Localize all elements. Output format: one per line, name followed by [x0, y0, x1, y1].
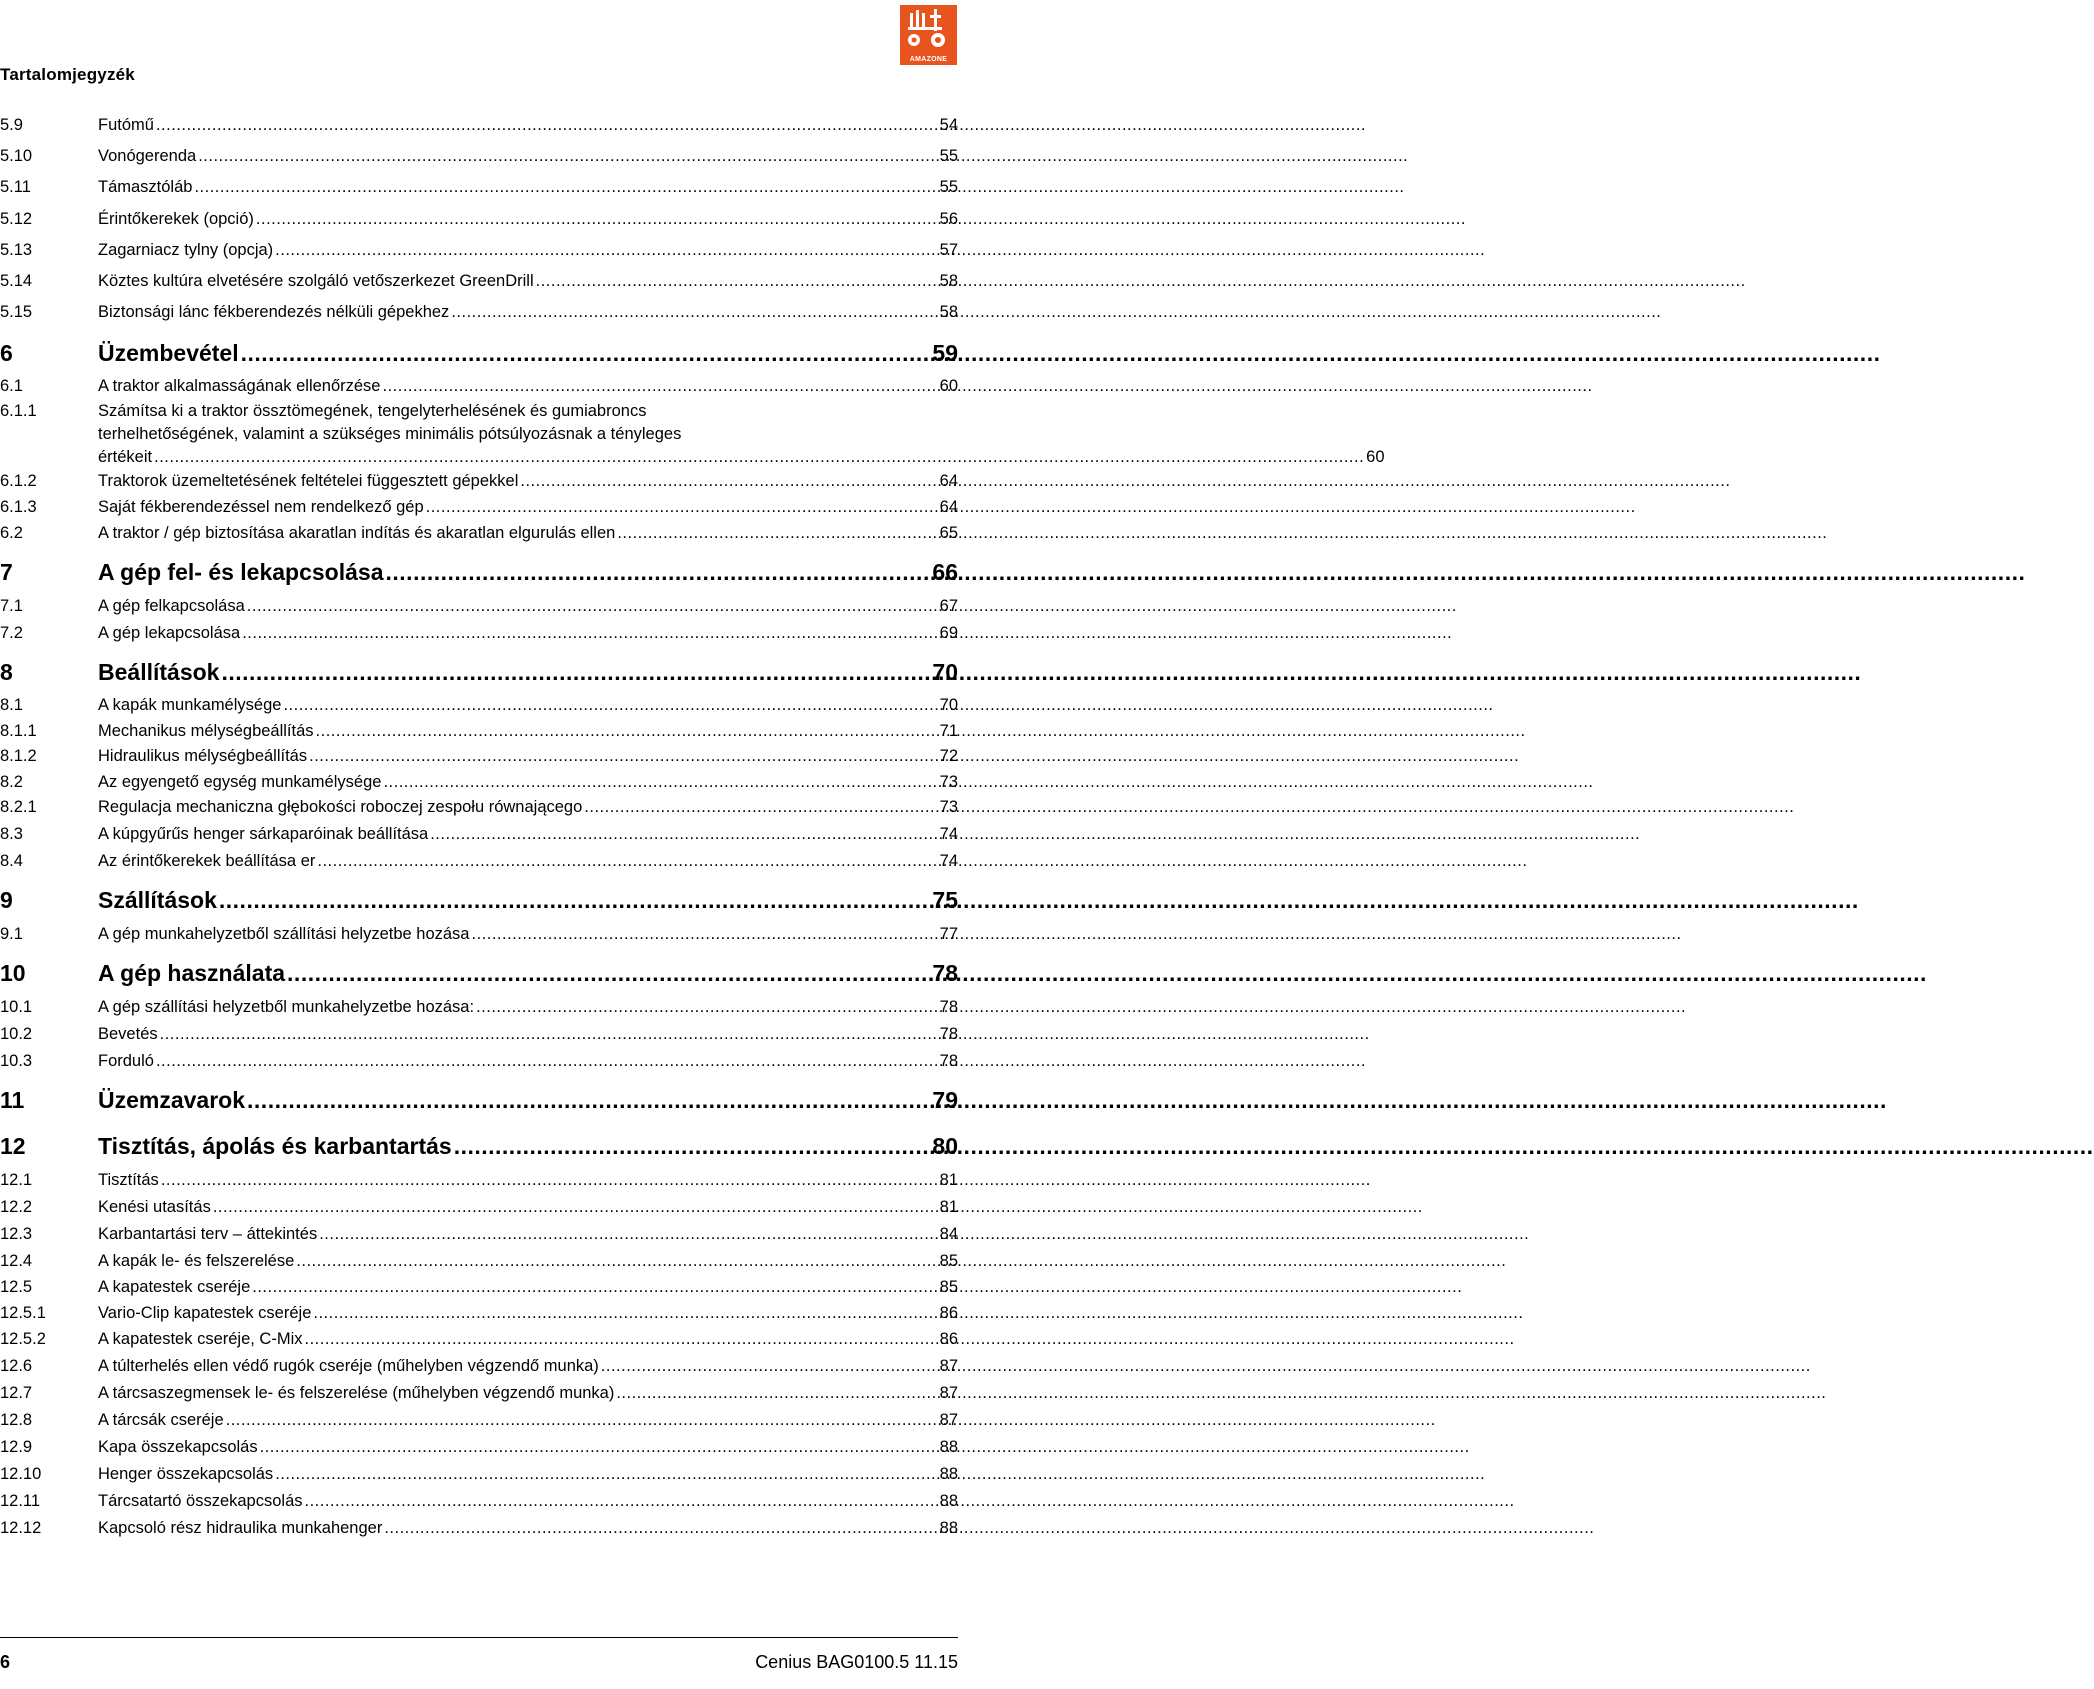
toc-entry-title: A gép felkapcsolása [98, 597, 245, 616]
toc-dot-leader [471, 921, 937, 948]
toc-entry-title: A kapatestek cseréje [98, 1278, 251, 1297]
toc-dot-leader [226, 1407, 938, 1434]
toc-entry-page: 87 [939, 1357, 958, 1376]
toc-entry-number: 8.1.1 [0, 721, 37, 740]
toc-entry-number: 5.14 [0, 271, 33, 290]
toc-dot-leader [384, 1515, 937, 1542]
toc-chapter-entry[interactable] [0, 551, 958, 593]
toc-dot-leader [536, 266, 938, 297]
toc-dot-leader [617, 520, 937, 547]
toc-entry[interactable] [0, 719, 958, 745]
toc-entry[interactable] [0, 1301, 958, 1327]
toc-entry-title: Saját fékberendezéssel nem rendelkező gép [98, 497, 424, 516]
toc-entry[interactable] [0, 744, 958, 770]
toc-entry-page: 58 [939, 303, 958, 322]
toc-entry[interactable] [0, 1326, 958, 1353]
toc-entry-title: Az egyengető egység munkamélysége [98, 772, 382, 791]
toc-entry[interactable] [0, 1407, 958, 1434]
toc-entry-page: 78 [932, 960, 958, 987]
toc-entry-page: 54 [939, 116, 958, 134]
toc-entry-page: 58 [939, 271, 958, 290]
toc-entry-number: 12 [0, 1133, 26, 1160]
page-title: Tartalomjegyzék [0, 65, 135, 84]
toc-entry-number: 12.1 [0, 1171, 33, 1190]
toc-dot-leader [309, 744, 938, 770]
toc-entry-number: 12.4 [0, 1252, 33, 1271]
toc-entry-number: 7.2 [0, 624, 23, 643]
toc-dot-leader [305, 1488, 938, 1515]
toc-entry-title: A túlterhelés ellen védő rugók cseréje (műhelyben végzendő munka) [98, 1357, 599, 1376]
toc-entry-title: Mechanikus mélységbeállítás [98, 721, 314, 740]
toc-entry[interactable] [0, 141, 958, 172]
toc-dot-leader [242, 620, 937, 647]
toc-dot-leader [430, 821, 937, 848]
toc-entry[interactable] [0, 1248, 958, 1275]
toc-entry[interactable] [0, 693, 958, 719]
toc-entry-page: 72 [939, 747, 958, 766]
toc-entry-number: 12.5.2 [0, 1330, 46, 1349]
logo-mark-icon [900, 5, 957, 53]
toc-entry-number: 9 [0, 887, 13, 914]
toc-entry[interactable] [0, 110, 958, 141]
toc-dot-leader [316, 719, 938, 745]
toc-entry-number: 12.5 [0, 1278, 33, 1297]
toc-entry[interactable] [0, 520, 958, 547]
toc-entry-title: A gép szállítási helyzetből munkahelyzetbe hozása: [98, 998, 475, 1017]
toc-entry[interactable] [0, 400, 1385, 469]
toc-entry-title: Az érintőkerekek beállítása er [98, 852, 316, 871]
toc-entry-title-line: terhelhetőségének, valamint a szükséges minimális pótsúlyozásnak a tényleges [98, 424, 682, 443]
toc-entry-title: Szállítások [98, 887, 217, 914]
toc-entry[interactable] [0, 620, 958, 647]
toc-dot-leader [305, 1326, 938, 1353]
toc-dot-leader [476, 994, 938, 1021]
toc-entry-page: 78 [939, 1025, 958, 1044]
toc-entry[interactable] [0, 1461, 958, 1488]
toc-entry-page: 57 [939, 240, 958, 259]
toc-entry-title: A kúpgyűrűs henger sárkaparóinak beállítása [98, 825, 429, 844]
toc-entry-page: 70 [932, 659, 958, 686]
toc-entry[interactable] [0, 469, 958, 495]
toc-entry-title: Kapa összekapcsolás [98, 1438, 258, 1457]
toc-entry-page: 67 [939, 597, 958, 616]
toc-entry-title: Futómű [98, 116, 154, 134]
toc-entry[interactable] [0, 1275, 958, 1301]
toc-entry-number: 10.2 [0, 1025, 33, 1044]
table-of-contents [0, 110, 1385, 1542]
toc-entry-page: 84 [939, 1225, 958, 1244]
toc-dot-leader [256, 204, 938, 235]
toc-dot-leader [252, 1275, 937, 1301]
toc-dot-leader [296, 1248, 937, 1275]
toc-entry-number: 8 [0, 659, 13, 686]
toc-entry-number: 5.13 [0, 240, 33, 259]
toc-entry-number: 8.3 [0, 825, 23, 844]
toc-entry-title: Tisztítás, ápolás és karbantartás [98, 1133, 452, 1160]
toc-entry-title: Üzembevétel [98, 340, 239, 367]
toc-entry-page: 60 [1366, 447, 1385, 466]
toc-dot-leader [247, 593, 938, 620]
toc-entry-number: 6.1.1 [0, 401, 37, 420]
toc-entry[interactable] [0, 848, 958, 875]
toc-entry-number: 8.1 [0, 696, 23, 715]
toc-dot-leader [616, 1380, 937, 1407]
toc-entry-title: Beállítások [98, 659, 220, 686]
toc-entry[interactable] [0, 374, 958, 400]
toc-entry-number: 6.1.3 [0, 497, 37, 516]
toc-chapter-entry[interactable] [0, 952, 958, 994]
toc-entry-number: 12.9 [0, 1438, 33, 1457]
toc-entry-title: Tárcsatartó összekapcsolás [98, 1492, 303, 1511]
toc-entry-page: 55 [939, 178, 958, 197]
toc-entry[interactable] [0, 770, 958, 796]
toc-entry-title: A kapatestek cseréje, C-Mix [98, 1330, 303, 1349]
toc-entry-title: A gép munkahelyzetből szállítási helyzetbe hozása [98, 925, 470, 944]
toc-dot-leader [283, 693, 937, 719]
toc-entry-page: 56 [939, 209, 958, 228]
toc-entry-number: 12.3 [0, 1225, 33, 1244]
toc-entry-page: 64 [939, 497, 958, 516]
toc-dot-leader [601, 1353, 938, 1380]
toc-entry[interactable] [0, 994, 958, 1021]
toc-chapter-entry[interactable] [0, 1125, 958, 1167]
toc-entry-title-line: Számítsa ki a traktor össztömegének, tengelyterhelésének és gumiabroncs [98, 401, 647, 420]
toc-entry-number: 5.9 [0, 116, 23, 134]
toc-entry[interactable] [0, 593, 958, 620]
toc-entry-page: 73 [939, 772, 958, 791]
toc-entry-number: 12.11 [0, 1492, 41, 1511]
footer-page-number: 6 [0, 1652, 11, 1672]
toc-entry-page: 87 [939, 1384, 958, 1403]
toc-entry-title: Vario-Clip kapatestek cseréje [98, 1303, 312, 1322]
toc-entry-number: 12.5.1 [0, 1303, 46, 1322]
toc-entry-title: Érintőkerekek (opció) [98, 209, 254, 228]
toc-dot-leader [319, 1221, 937, 1248]
toc-entry-page: 88 [939, 1519, 958, 1538]
toc-entry-title: Tisztítás [98, 1171, 159, 1190]
toc-entry-title: Hidraulikus mélységbeállítás [98, 747, 308, 766]
toc-entry-page: 69 [939, 624, 958, 643]
toc-entry-page: 74 [939, 825, 958, 844]
toc-entry-title: A traktor / gép biztosítása akaratlan indítás és akaratlan elgurulás ellen [98, 524, 616, 543]
toc-entry-page: 78 [939, 1052, 958, 1071]
toc-entry-number: 8.2 [0, 772, 23, 791]
toc-entry[interactable] [0, 1353, 958, 1380]
toc-dot-leader [241, 332, 931, 374]
toc-dot-leader [247, 1079, 930, 1121]
toc-dot-leader [213, 1194, 938, 1221]
toc-entry-number: 10 [0, 960, 26, 987]
toc-entry-number: 12.8 [0, 1411, 33, 1430]
toc-entry-page: 64 [939, 471, 958, 490]
toc-entry-number: 12.12 [0, 1519, 42, 1538]
toc-entry-page: 86 [939, 1303, 958, 1322]
toc-entry-title: Kenési utasítás [98, 1198, 211, 1217]
toc-entry-page: 79 [932, 1087, 958, 1114]
toc-dot-leader [156, 1048, 938, 1075]
toc-entry-page: 87 [939, 1411, 958, 1430]
toc-entry-number: 5.12 [0, 209, 33, 228]
toc-entry-number: 10.3 [0, 1052, 33, 1071]
toc-entry-page: 77 [939, 925, 958, 944]
toc-entry-page: 75 [932, 887, 958, 914]
toc-entry-title: Vonógerenda [98, 147, 197, 166]
toc-dot-leader [520, 469, 937, 495]
toc-entry-number: 6.2 [0, 524, 23, 543]
toc-entry-page: 88 [939, 1492, 958, 1511]
toc-entry-page: 71 [939, 721, 958, 740]
toc-entry-title: Forduló [98, 1052, 154, 1071]
toc-entry-number: 6.1 [0, 377, 23, 396]
toc-entry-title: Henger összekapcsolás [98, 1465, 274, 1484]
toc-chapter-entry[interactable] [0, 879, 958, 921]
toc-entry[interactable] [0, 495, 958, 521]
toc-entry-title: A traktor alkalmasságának ellenőrzése [98, 377, 381, 396]
toc-dot-leader [161, 1167, 938, 1194]
toc-dot-leader [160, 1021, 938, 1048]
toc-entry-page: 70 [939, 696, 958, 715]
amazone-logo [900, 5, 957, 65]
toc-entry[interactable] [0, 1048, 958, 1075]
toc-dot-leader [426, 495, 938, 521]
toc-entry-title: Karbantartási terv – áttekintés [98, 1225, 318, 1244]
toc-entry-number: 8.2.1 [0, 798, 37, 817]
toc-entry-page: 88 [939, 1438, 958, 1457]
toc-entry-title: Támasztóláb [98, 178, 193, 197]
toc-dot-leader [219, 879, 931, 921]
toc-entry-title: Zagarniacz tylny (opcja) [98, 240, 274, 259]
toc-dot-leader [198, 141, 937, 172]
toc-entry[interactable] [0, 266, 958, 297]
toc-dot-leader [317, 848, 937, 875]
toc-entry-page: 59 [932, 340, 958, 367]
toc-entry-title: A tárcsaszegmensek le- és felszerelése (műhelyben végzendő munka) [98, 1384, 615, 1403]
toc-entry-number: 12.6 [0, 1357, 33, 1376]
toc-entry-page: 55 [939, 147, 958, 166]
toc-entry-number: 10.1 [0, 998, 33, 1017]
toc-entry-page: 80 [932, 1133, 958, 1160]
toc-entry-title: A kapák munkamélysége [98, 696, 282, 715]
toc-entry[interactable] [0, 235, 958, 266]
toc-entry-number: 12.7 [0, 1384, 33, 1403]
toc-entry-title: Biztonsági lánc fékberendezés nélküli gépekhez [98, 303, 450, 322]
toc-dot-leader [454, 1125, 931, 1167]
toc-chapter-entry[interactable] [0, 651, 958, 693]
toc-dot-leader [313, 1301, 937, 1327]
toc-dot-leader [156, 110, 938, 141]
toc-dot-leader [221, 651, 930, 693]
toc-dot-leader [275, 1461, 937, 1488]
toc-entry-title: A gép fel- és lekapcsolása [98, 559, 384, 586]
footer-document-reference: Cenius BAG0100.5 11.15 [755, 1652, 958, 1672]
toc-entry[interactable] [0, 1194, 958, 1221]
toc-entry-number: 8.4 [0, 852, 23, 871]
toc-entry[interactable] [0, 1167, 958, 1194]
toc-entry-page: 73 [939, 798, 958, 817]
footer-divider [0, 1637, 958, 1638]
toc-entry-number: 7 [0, 559, 13, 586]
toc-entry[interactable] [0, 297, 958, 328]
toc-chapter-entry[interactable] [0, 332, 958, 374]
toc-dot-leader [194, 172, 937, 203]
toc-entry[interactable] [0, 795, 958, 821]
toc-entry[interactable] [0, 921, 958, 948]
logo-text: AMAZONE [909, 56, 948, 63]
toc-entry-number: 8.1.2 [0, 747, 37, 766]
toc-entry-title: Üzemzavarok [98, 1087, 246, 1114]
toc-dot-leader [287, 952, 930, 994]
toc-dot-leader [383, 770, 937, 796]
toc-entry-page: 86 [939, 1330, 958, 1349]
toc-entry-page: 65 [939, 524, 958, 543]
toc-entry-number: 5.10 [0, 147, 33, 166]
toc-entry-title: Bevetés [98, 1025, 158, 1044]
toc-dot-leader [584, 795, 937, 821]
toc-dot-leader [451, 297, 937, 328]
toc-entry-title: Regulacja mechaniczna głębokości roboczej zespołu równającego [98, 798, 583, 817]
toc-entry-title: A gép lekapcsolása [98, 624, 241, 643]
toc-entry[interactable] [0, 1488, 958, 1515]
toc-dot-leader [386, 551, 931, 593]
toc-entry-title: értékeit [98, 447, 153, 466]
toc-entry-title: A tárcsák cseréje [98, 1411, 224, 1430]
toc-chapter-entry[interactable] [0, 1079, 958, 1121]
toc-entry[interactable] [0, 1380, 958, 1407]
toc-entry-number: 9.1 [0, 925, 23, 944]
toc-entry-page: 81 [939, 1198, 958, 1217]
toc-entry-title: A gép használata [98, 960, 286, 987]
toc-entry-page: 78 [939, 998, 958, 1017]
toc-entry[interactable] [0, 1221, 958, 1248]
toc-entry[interactable] [0, 821, 958, 848]
toc-entry-title: Köztes kultúra elvetésére szolgáló vetőszerkezet GreenDrill [98, 271, 534, 290]
toc-entry-title: A kapák le- és felszerelése [98, 1252, 295, 1271]
toc-dot-leader [275, 235, 937, 266]
toc-entry-page: 74 [939, 852, 958, 871]
toc-entry-number: 5.15 [0, 303, 33, 322]
toc-entry[interactable] [0, 1021, 958, 1048]
toc-entry-page: 85 [939, 1252, 958, 1271]
toc-entry-page: 60 [939, 377, 958, 396]
toc-entry[interactable] [0, 1515, 958, 1542]
toc-entry[interactable] [0, 204, 958, 235]
toc-entry-number: 12.10 [0, 1465, 42, 1484]
toc-entry-number: 11 [0, 1087, 25, 1114]
toc-dot-leader [154, 446, 1364, 469]
toc-entry-number: 12.2 [0, 1198, 33, 1217]
toc-entry-number: 6.1.2 [0, 471, 37, 490]
toc-entry[interactable] [0, 1434, 958, 1461]
toc-entry-number: 5.11 [0, 178, 31, 197]
toc-entry-page: 88 [939, 1465, 958, 1484]
toc-entry-number: 6 [0, 340, 13, 367]
toc-entry[interactable] [0, 172, 958, 203]
toc-entry-number: 7.1 [0, 597, 23, 616]
toc-entry-page: 81 [939, 1171, 958, 1190]
toc-dot-leader [382, 374, 937, 400]
toc-dot-leader [260, 1434, 938, 1461]
toc-entry-title: Traktorok üzemeltetésének feltételei függesztett gépekkel [98, 471, 519, 490]
toc-entry-page: 66 [932, 559, 958, 586]
toc-entry-title: Kapcsoló rész hidraulika munkahenger [98, 1519, 383, 1538]
toc-entry-page: 85 [939, 1278, 958, 1297]
